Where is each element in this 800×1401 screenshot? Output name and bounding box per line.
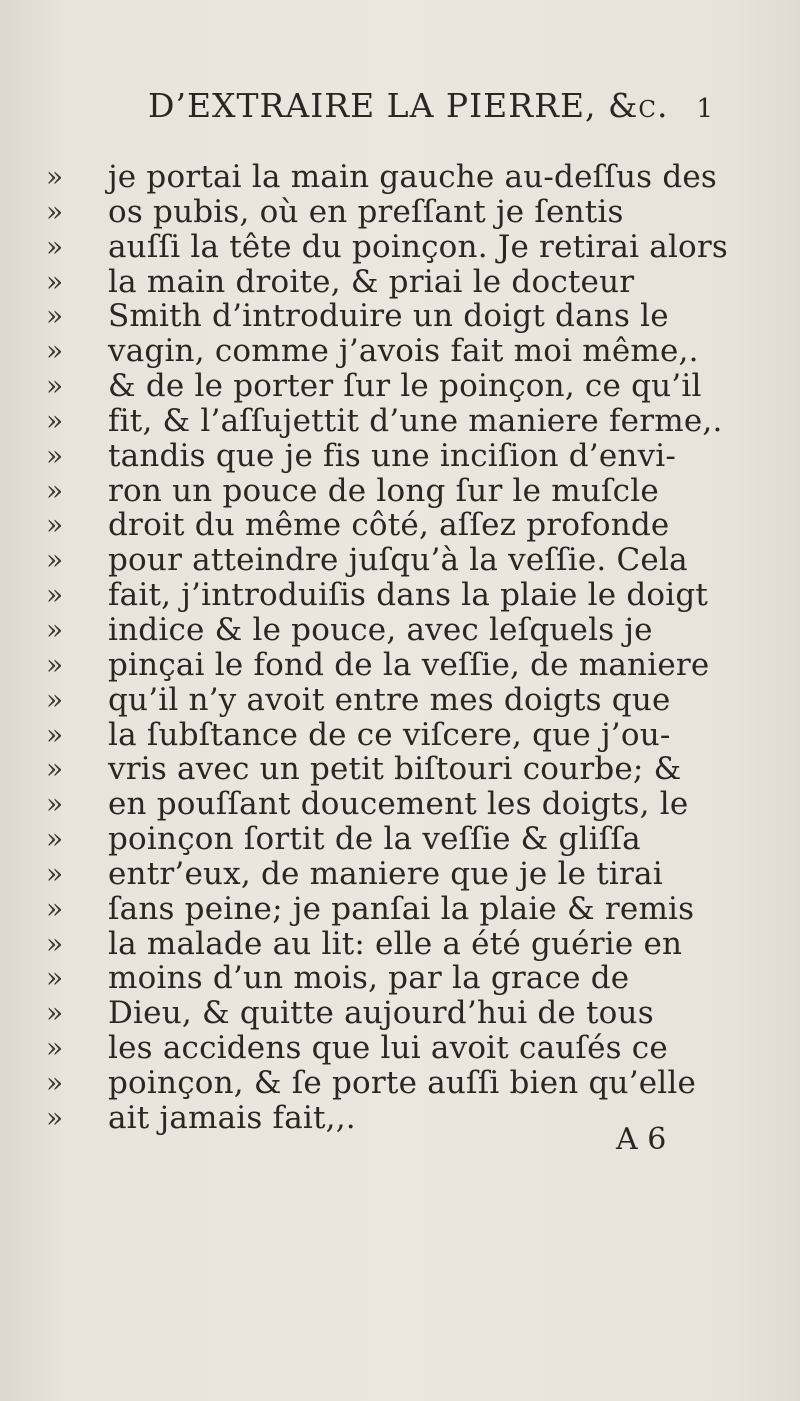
- margin-quote: »: [46, 264, 64, 298]
- margin-quote: »: [46, 717, 64, 751]
- running-title: D’EXTRAIRE LA PIERRE, &c.: [148, 86, 669, 125]
- margin-quote: »: [46, 543, 64, 577]
- margin-quote: »: [46, 403, 64, 437]
- margin-quote: »: [46, 369, 64, 403]
- text-line: Dieu, & quitte aujourd’hui de tous: [108, 995, 654, 1032]
- margin-quote: »: [46, 822, 64, 856]
- text-line: qu’il n’y avoit entre mes doigts que: [108, 681, 671, 718]
- text-line: ron un pouce de long ſur le muſcle: [108, 472, 659, 509]
- margin-quote: »: [46, 1100, 64, 1134]
- margin-quote: »: [46, 682, 64, 716]
- margin-quote: »: [46, 334, 64, 368]
- margin-quote: »: [46, 438, 64, 472]
- margin-quote: »: [46, 508, 64, 542]
- text-line: fait, j’introduiſis dans la plaie le doigt: [108, 577, 709, 614]
- margin-quote: »: [46, 961, 64, 995]
- text-line: la malade au lit: elle a été guérie en: [108, 925, 683, 962]
- text-line: je portai la main gauche au-deſſus des: [108, 159, 718, 195]
- text-line: pour atteindre juſqu’à la veſſie. Cela: [108, 542, 688, 579]
- margin-quote: »: [46, 578, 64, 612]
- margin-quote: »: [46, 926, 64, 960]
- text-line: vagin, comme j’avois fait moi même,.: [108, 333, 699, 370]
- text-line: entr’eux, de maniere que je le tirai: [108, 855, 663, 892]
- text-line: Smith d’introduire un doigt dans le: [108, 298, 669, 335]
- margin-quote: »: [46, 194, 64, 228]
- folio-number: 1: [696, 94, 715, 124]
- margin-quote: »: [46, 647, 64, 681]
- text-line: droit du même côté, aſſez profonde: [108, 507, 670, 544]
- margin-quote: »: [46, 1031, 64, 1065]
- text-line: la main droite, & priai le docteur: [108, 263, 635, 300]
- signature-mark: A 6: [616, 1122, 667, 1157]
- margin-quote-column: [46, 160, 106, 1136]
- margin-quote: »: [46, 160, 64, 193]
- margin-quote: »: [46, 473, 64, 507]
- text-line: pinçai le fond de la veſſie, de maniere: [108, 646, 710, 683]
- text-line: auſſi la tête du poinçon. Je retirai alors: [108, 228, 729, 265]
- margin-quote: »: [46, 1065, 64, 1099]
- text-line: poinçon ſortit de la veſſie & gliſſa: [108, 821, 641, 858]
- text-line: fit, & l’aſſujettit d’une maniere ferme,.: [108, 402, 723, 439]
- text-line: ſans peine; je panſai la plaie & remis: [108, 890, 695, 927]
- margin-quote: »: [46, 996, 64, 1030]
- text-line: os pubis, où en preſſant je ſentis: [108, 193, 624, 230]
- running-header: [148, 86, 788, 136]
- margin-quote: »: [46, 856, 64, 890]
- text-line: vris avec un petit biſtouri courbe; &: [108, 751, 682, 788]
- margin-quote: »: [46, 299, 64, 333]
- text-line: moins d’un mois, par la grace de: [108, 960, 630, 997]
- text-line: indice & le pouce, avec leſquels je: [108, 611, 653, 648]
- margin-quote: »: [46, 752, 64, 786]
- margin-quote: »: [46, 612, 64, 646]
- text-line: poinçon, & ſe porte auſſi bien qu’elle: [108, 1064, 697, 1101]
- text-line: & de le porter ſur le poinçon, ce qu’il: [108, 368, 702, 405]
- text-line: la ſubſtance de ce viſcere, que j’ou-: [108, 716, 671, 753]
- margin-quote: »: [46, 787, 64, 821]
- margin-quote: »: [46, 891, 64, 925]
- text-line: tandis que je fis une inciſion d’envi-: [108, 437, 677, 474]
- text-line: en pouſſant doucement les doigts, le: [108, 786, 689, 823]
- text-line: les accidens que lui avoit cauſés ce: [108, 1030, 668, 1067]
- margin-quote: »: [46, 229, 64, 263]
- text-line: ait jamais fait,,.: [108, 1099, 356, 1136]
- body-text: [108, 160, 768, 1136]
